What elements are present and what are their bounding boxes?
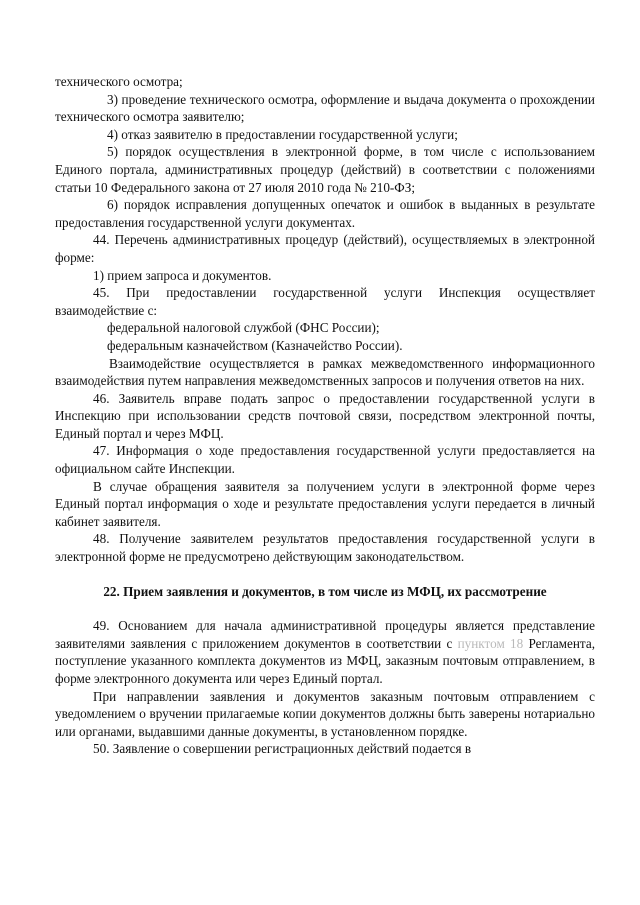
paragraph: 47. Информация о ходе предоставления государственной услуги предоставляется на официальном сайте Инспекции. [55, 443, 595, 477]
paragraph: 4) отказ заявителю в предоставлении государственной услуги; [107, 126, 458, 142]
paragraph-text: 49. Основанием для начала административной процедуры является представление заявителями заявления с приложением документов в соответствии с [55, 618, 595, 651]
paragraph: 5) порядок осуществления в электронной форме, в том числе с использованием Единого портала, административных процедур (действий) в соответствии с положениями статьи 10 Федерального закона от 27 июля 2010 года № 210-ФЗ; [55, 144, 595, 195]
paragraph-text: Регламента, поступление указанного комплекта документов из МФЦ, заказным почтовым отправлением, в форме электронного документа или через Единый портал. [55, 635, 595, 686]
cross-reference-link[interactable]: пунктом 18 [457, 635, 524, 651]
paragraph: 45. При предоставлении государственной услуги Инспекция осуществляет взаимодействие с: [55, 285, 595, 318]
paragraph: 48. Получение заявителем результатов предоставления государственной услуги в электронной форме не предусмотрено действующим законодательством. [55, 531, 595, 565]
paragraph: В случае обращения заявителя за получением услуги в электронной форме через Единый портал информация о ходе и результате предоставления услуги передается в личный кабинет заявителя. [55, 478, 595, 529]
paragraph: федеральной налоговой службой (ФНС России); [107, 320, 380, 336]
document-page [55, 73, 595, 758]
paragraph: 1) прием запроса и документов. [93, 267, 272, 283]
paragraph: 3) проведение технического осмотра, оформление и выдача документа о прохождении технического осмотра заявителю; [55, 91, 595, 125]
paragraph: федеральным казначейством (Казначейство России). [107, 337, 403, 353]
paragraph: 50. Заявление о совершении регистрационных действий подается в [93, 741, 472, 757]
paragraph: технического осмотра; [55, 74, 183, 89]
paragraph: Взаимодействие осуществляется в рамках межведомственного информационного взаимодействия путем направления межведомственных запросов и получения ответов на них. [55, 355, 595, 389]
paragraph: 46. Заявитель вправе подать запрос о предоставлении государственной услуги в Инспекцию при использовании средств почтовой связи, посредством электронной почты, Единый портал и через МФЦ. [55, 390, 595, 441]
paragraph [55, 617, 595, 687]
paragraph: 44. Перечень административных процедур (действий), осуществляемых в электронной форме: [55, 232, 595, 265]
section-heading: 22. Прием заявления и документов, в том числе из МФЦ, их рассмотрение [103, 583, 547, 599]
paragraph: При направлении заявления и документов заказным почтовым отправлением с уведомлением о вручении прилагаемые копии документов должны быть заверены нотариально или органами, выдавшими данные документы, в установленном порядке. [55, 688, 595, 739]
paragraph: 6) порядок исправления допущенных опечаток и ошибок в выданных в результате предоставления государственной услуги документах. [55, 197, 595, 230]
